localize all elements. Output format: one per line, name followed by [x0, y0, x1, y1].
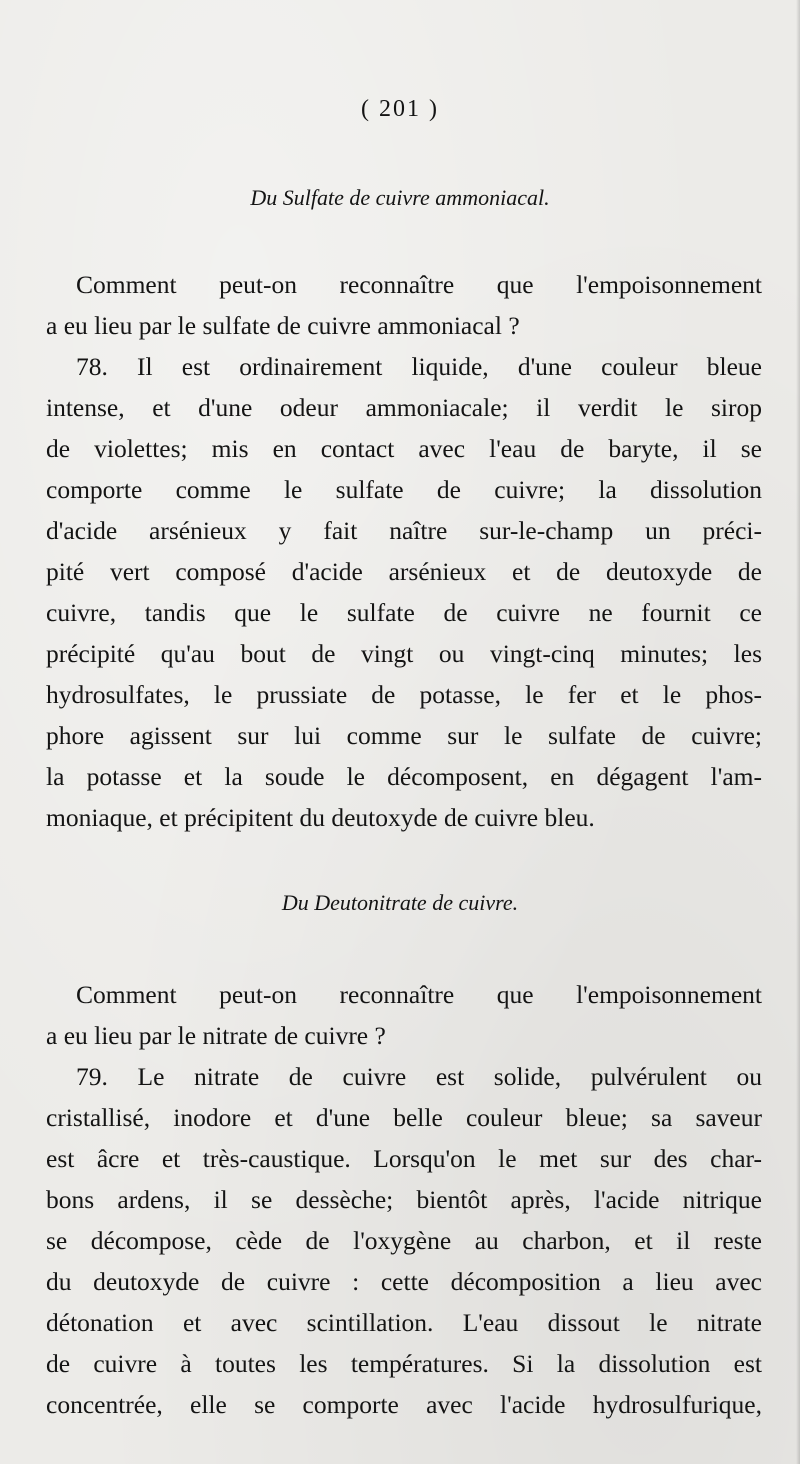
text-line: 79. Le nitrate de cuivre est solide, pulvérulent ou [76, 1062, 762, 1091]
text-line: moniaque, et précipitent du deutoxyde de cuivre bleu. [46, 803, 595, 832]
text-line: concentrée, elle se comporte avec l'acide hydrosulfurique, [46, 1390, 762, 1419]
text-line: Comment peut-on reconnaître que l'empoisonnement [76, 980, 762, 1009]
text-line: de violettes; mis en contact avec l'eau de baryte, il se [46, 434, 762, 463]
section-heading-sulfate: Du Sulfate de cuivre ammoniacal. [250, 185, 550, 210]
text-line: la potasse et la soude le décomposent, en dégagent l'am- [46, 762, 762, 791]
text-line: a eu lieu par le nitrate de cuivre ? [46, 1021, 386, 1050]
text-line: précipité qu'au bout de vingt ou vingt-cinq minutes; les [46, 639, 762, 668]
text-line: est âcre et très-caustique. Lorsqu'on le met sur des char- [46, 1144, 762, 1173]
text-line: cristallisé, inodore et d'une belle couleur bleue; sa saveur [46, 1103, 762, 1132]
section-body-sulfate [46, 264, 762, 838]
page-edge-shadow [796, 0, 800, 1464]
text-line: d'acide arsénieux y fait naître sur-le-champ un préci- [46, 516, 762, 545]
text-line: cuivre, tandis que le sulfate de cuivre ne fournit ce [46, 598, 762, 627]
text-line: 78. Il est ordinairement liquide, d'une couleur bleue [76, 352, 762, 381]
text-line: comporte comme le sulfate de cuivre; la dissolution [46, 475, 762, 504]
text-line: se décompose, cède de l'oxygène au charbon, et il reste [46, 1226, 762, 1255]
text-line: phore agissent sur lui comme sur le sulfate de cuivre; [46, 721, 762, 750]
text-line: du deutoxyde de cuivre : cette décomposition a lieu avec [46, 1267, 762, 1296]
text-line: détonation et avec scintillation. L'eau dissout le nitrate [46, 1308, 762, 1337]
text-line: hydrosulfates, le prussiate de potasse, le fer et le phos- [46, 680, 762, 709]
text-line: a eu lieu par le sulfate de cuivre ammoniacal ? [46, 311, 520, 340]
text-line: de cuivre à toutes les températures. Si la dissolution est [46, 1349, 762, 1378]
text-line: pité vert composé d'acide arsénieux et de deutoxyde de [46, 557, 762, 586]
text-line: Comment peut-on reconnaître que l'empoisonnement [76, 270, 762, 299]
page-number: ( 201 ) [361, 96, 439, 122]
text-line: bons ardens, il se dessèche; bientôt après, l'acide nitrique [46, 1185, 762, 1214]
section-body-deutonitrate [46, 974, 762, 1425]
section-heading-deutonitrate: Du Deutonitrate de cuivre. [281, 890, 519, 915]
text-line: intense, et d'une odeur ammoniacale; il verdit le sirop [46, 393, 762, 422]
